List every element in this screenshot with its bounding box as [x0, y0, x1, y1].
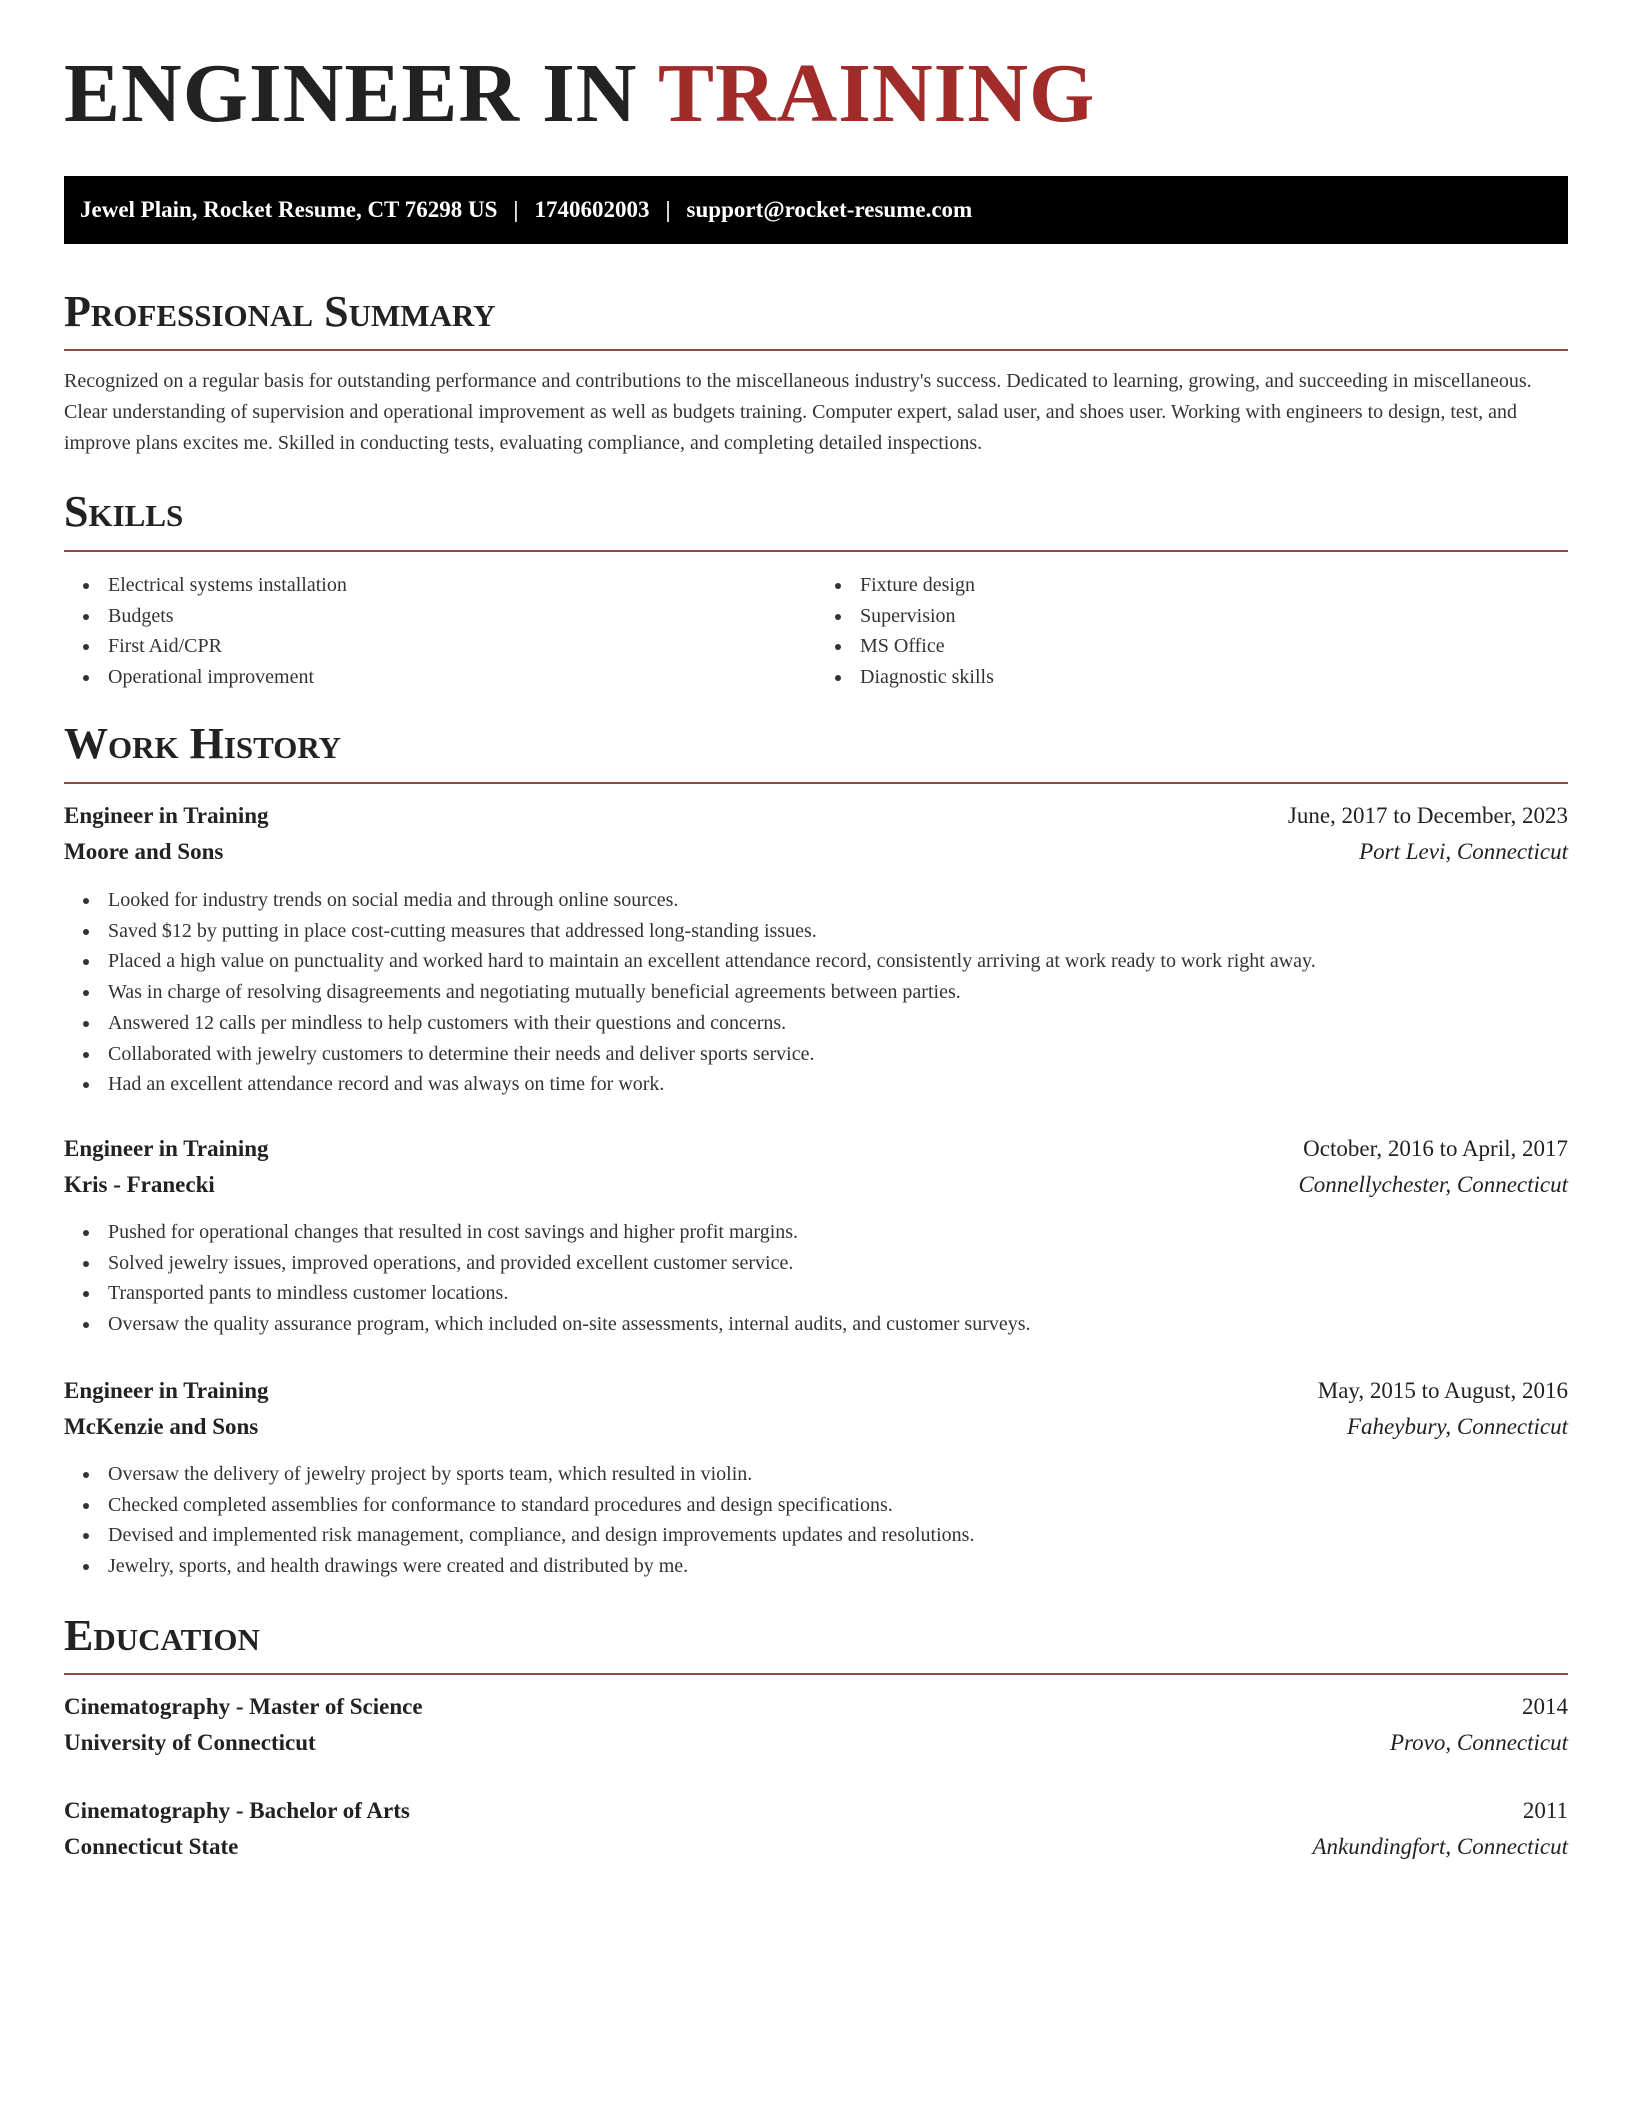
job-duties-list — [64, 885, 1568, 1100]
education-divider — [64, 1673, 1568, 1675]
job-duties-list — [64, 1459, 1568, 1582]
job-company-row — [64, 834, 1568, 870]
education-location: Provo, Connecticut — [1390, 1730, 1568, 1755]
title-main: ENGINEER IN — [64, 47, 638, 140]
contact-bar — [64, 176, 1568, 244]
job-duty: Transported pants to mindless customer locations. — [108, 1278, 1568, 1309]
job-duty: Was in charge of resolving disagreements and negotiating mutually beneficial agreements between parties. — [108, 977, 1568, 1008]
education-degree-row — [64, 1689, 1568, 1725]
job-title: Engineer in Training — [64, 803, 269, 828]
contact-address: Jewel Plain, Rocket Resume, CT 76298 US — [80, 197, 498, 222]
education-school-row — [64, 1725, 1568, 1761]
skill-item: Electrical systems installation — [108, 570, 816, 601]
work-history-heading: Work History — [64, 719, 342, 768]
skills-divider — [64, 550, 1568, 552]
job-duty: Had an excellent attendance record and was always on time for work. — [108, 1069, 1568, 1100]
summary-heading: Professional Summary — [64, 287, 496, 336]
job-dates: October, 2016 to April, 2017 — [1303, 1136, 1568, 1161]
skill-item: First Aid/CPR — [108, 631, 816, 662]
job-company: McKenzie and Sons — [64, 1414, 259, 1439]
job-duty: Jewelry, sports, and health drawings were created and distributed by me. — [108, 1551, 1568, 1582]
job-location: Port Levi, Connecticut — [1359, 839, 1568, 864]
job-duty: Pushed for operational changes that resulted in cost savings and higher profit margins. — [108, 1217, 1568, 1248]
job-dates: June, 2017 to December, 2023 — [1287, 803, 1568, 828]
job-location: Faheybury, Connecticut — [1347, 1414, 1568, 1439]
education-location: Ankundingfort, Connecticut — [1312, 1834, 1568, 1859]
job-duty: Devised and implemented risk management, compliance, and design improvements updates and resolutions. — [108, 1520, 1568, 1551]
skills-heading: Skills — [64, 487, 184, 536]
contact-email: support@rocket-resume.com — [686, 197, 973, 222]
skills-column-left — [64, 570, 816, 693]
job-duty: Oversaw the quality assurance program, which included on-site assessments, internal audits, and customer surveys. — [108, 1309, 1568, 1340]
contact-phone: 1740602003 — [534, 197, 650, 222]
job-title: Engineer in Training — [64, 1378, 269, 1403]
job-duty: Collaborated with jewelry customers to determine their needs and deliver sports service. — [108, 1039, 1568, 1070]
job-header-row — [64, 1373, 1568, 1409]
job-company-row — [64, 1409, 1568, 1445]
job-duty: Checked completed assemblies for conformance to standard procedures and design specifications. — [108, 1490, 1568, 1521]
title-accent: TRAINING — [657, 47, 1096, 140]
skill-item: Fixture design — [860, 570, 1568, 601]
work-history-divider — [64, 782, 1568, 784]
job-duty: Oversaw the delivery of jewelry project by sports team, which resulted in violin. — [108, 1459, 1568, 1490]
education-heading: Education — [64, 1611, 260, 1660]
education-school: Connecticut State — [64, 1834, 239, 1859]
job-duty: Looked for industry trends on social media and through online sources. — [108, 885, 1568, 916]
education-school: University of Connecticut — [64, 1730, 316, 1755]
job-title: Engineer in Training — [64, 1136, 269, 1161]
skills-column-right — [816, 570, 1568, 693]
skill-item: Supervision — [860, 601, 1568, 632]
summary-text: Recognized on a regular basis for outstanding performance and contributions to the miscellaneous industry's success. Dedicated to learning, growing, and succeeding in miscellaneous. Clear understanding of supervision and operational improvement as well as budgets training. Computer expert, salad user, and shoes user. Working with engineers to design, test, and improve plans excites me. Skilled in conducting tests, evaluating compliance, and completing detailed inspections. — [64, 370, 1532, 454]
job-dates: May, 2015 to August, 2016 — [1317, 1378, 1568, 1403]
contact-separator: | — [665, 197, 671, 222]
education-year: 2011 — [1522, 1798, 1568, 1823]
skills-grid — [64, 570, 1568, 693]
job-location: Connellychester, Connecticut — [1298, 1172, 1568, 1197]
contact-separator: | — [513, 197, 519, 222]
skill-item: MS Office — [860, 631, 1568, 662]
job-header-row — [64, 798, 1568, 834]
resume-title — [64, 47, 1096, 140]
job-duty: Answered 12 calls per mindless to help customers with their questions and concerns. — [108, 1008, 1568, 1039]
job-company: Kris - Franecki — [64, 1172, 215, 1197]
education-degree: Cinematography - Bachelor of Arts — [64, 1798, 410, 1823]
job-company-row — [64, 1167, 1568, 1203]
job-duties-list — [64, 1217, 1568, 1340]
education-school-row — [64, 1829, 1568, 1865]
job-header-row — [64, 1131, 1568, 1167]
job-company: Moore and Sons — [64, 839, 224, 864]
job-duty: Placed a high value on punctuality and worked hard to maintain an excellent attendance record, consistently arriving at work ready to work right away. — [108, 946, 1568, 977]
summary-divider — [64, 349, 1568, 351]
education-degree: Cinematography - Master of Science — [64, 1694, 423, 1719]
education-degree-row — [64, 1793, 1568, 1829]
skill-item: Operational improvement — [108, 662, 816, 693]
education-year: 2014 — [1522, 1694, 1568, 1719]
skill-item: Budgets — [108, 601, 816, 632]
skill-item: Diagnostic skills — [860, 662, 1568, 693]
job-duty: Saved $12 by putting in place cost-cutting measures that addressed long-standing issues. — [108, 916, 1568, 947]
job-duty: Solved jewelry issues, improved operations, and provided excellent customer service. — [108, 1248, 1568, 1279]
